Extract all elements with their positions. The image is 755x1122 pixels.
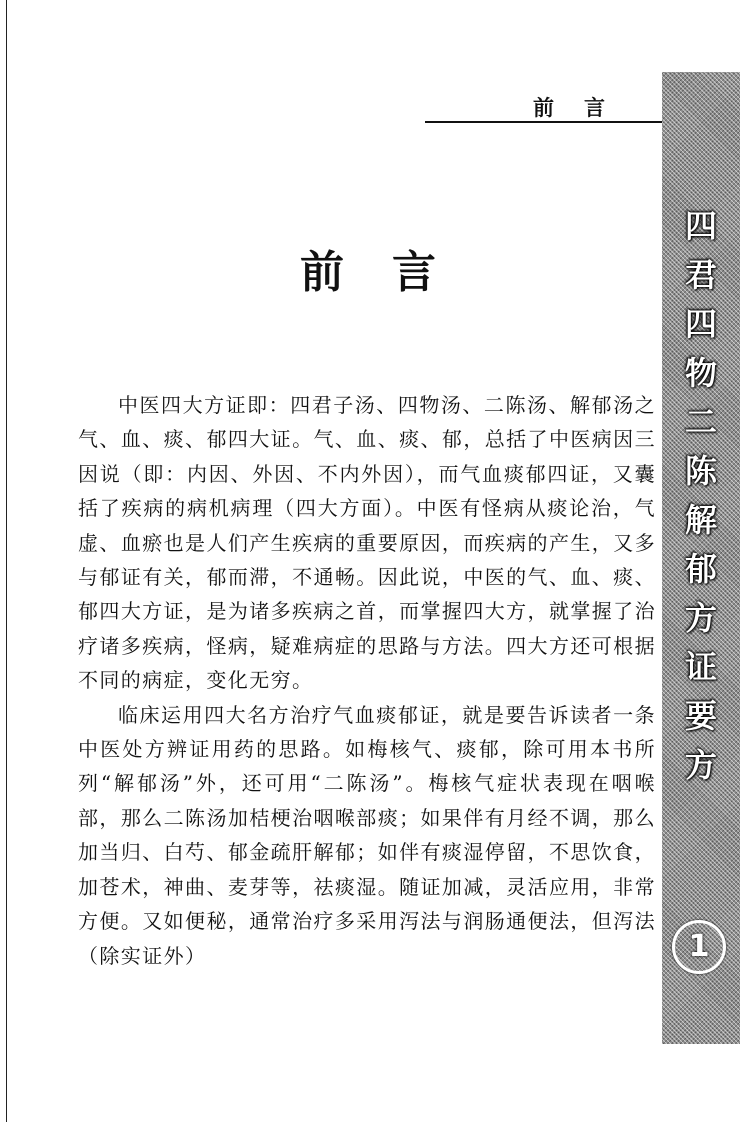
thumb-tab-char: 四 (684, 207, 717, 245)
thumb-tab-char: 君 (684, 256, 717, 294)
thumb-tab-char: 陈 (684, 452, 717, 490)
thumb-tab-characters (662, 202, 740, 790)
page-left-edge-rule (6, 0, 7, 1122)
thumb-tab-char: 方 (684, 746, 717, 784)
body-text (78, 388, 656, 973)
thumb-tab-char: 四 (684, 305, 717, 343)
page-number-badge: 1 (672, 920, 726, 974)
running-head: 前言 (533, 96, 635, 120)
chapter-thumb-tab (662, 72, 740, 1044)
thumb-tab-char: 物 (684, 354, 717, 392)
page-title: 前言 (300, 247, 484, 298)
running-head-rule (425, 121, 697, 123)
thumb-tab-char: 方 (684, 599, 717, 637)
thumb-tab-char: 二 (684, 403, 717, 441)
paragraph: 临床运用四大名方治疗气血痰郁证，就是要告诉读者一条中医处方辨证用药的思路。如梅核气、痰郁，除可用本书所列“解郁汤”外，还可用“二陈汤”。梅核气症状表现在咽喉部，那么二陈汤加桔梗治咽喉部痰；如果伴有月经不调，那么加当归、白芍、郁金疏肝解郁；如伴有痰湿停留，不思饮食，加苍术，神曲、麦芽等，祛痰湿。随证加减，灵活应用，非常方便。又如便秘，通常治疗多采用泻法与润肠通便法，但泻法（除实证外） (78, 702, 656, 968)
thumb-tab-char: 要 (684, 697, 717, 735)
thumb-tab-char: 郁 (684, 550, 717, 588)
thumb-tab-char: 证 (684, 648, 717, 686)
paragraph: 中医四大方证即：四君子汤、四物汤、二陈汤、解郁汤之气、血、痰、郁四大证。气、血、痰、郁，总括了中医病因三因说（即：内因、外因、不内外因），而气血痰郁四证，又囊括了疾病的病机病理（四大方面）。中医有怪病从痰论治，气虚、血瘀也是人们产生疾病的重要原因，而疾病的产生，又多与郁证有关，郁而滞，不通畅。因此说，中医的气、血、痰、郁四大方证，是为诸多疾病之首，而掌握四大方，就掌握了治疗诸多疾病，怪病，疑难病症的思路与方法。四大方还可根据不同的病症，变化无穷。 (78, 393, 656, 693)
thumb-tab-char: 解 (684, 501, 717, 539)
